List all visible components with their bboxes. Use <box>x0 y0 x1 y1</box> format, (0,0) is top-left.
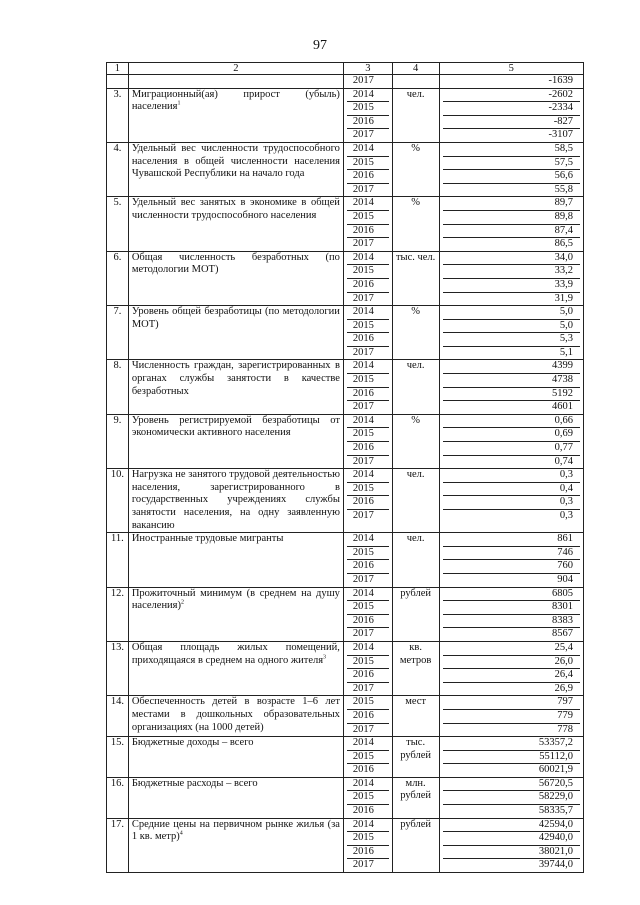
year-value: 2017 <box>347 858 389 872</box>
indicator-value: 861 <box>557 533 573 545</box>
indicator-value: 0,77 <box>443 441 581 455</box>
indicator-value: 53357,2 <box>538 737 573 749</box>
indicator-value: 4601 <box>443 400 581 414</box>
indicator-value: 904 <box>443 573 581 587</box>
row-number: 13. <box>107 641 129 695</box>
indicator-value: 26,0 <box>443 655 581 669</box>
indicator-value: 33,9 <box>443 278 581 292</box>
year-value: 2017 <box>347 346 389 360</box>
year-value: 2014 <box>352 777 374 789</box>
indicator-name-cell <box>128 360 343 414</box>
value-cell <box>439 142 584 196</box>
indicator-name-cell <box>128 777 343 818</box>
column-number-row <box>107 63 584 75</box>
year-value: 2016 <box>347 845 389 859</box>
table-body <box>107 75 584 873</box>
unit-cell: чел. <box>392 360 439 414</box>
year-value: 2016 <box>347 169 389 183</box>
indicator-value: 5,0 <box>443 319 581 333</box>
indicator-name: Общая площадь жилых помещений, приходящаяся в среднем на одного жителя <box>131 641 340 666</box>
table-row <box>107 360 584 414</box>
row-number: 3. <box>107 88 129 142</box>
indicator-name: Уровень регистрируемой безработицы от экономически активного населения <box>131 414 340 439</box>
year-value: 2014 <box>352 737 374 749</box>
indicator-name-cell <box>128 587 343 641</box>
year-value: 2014 <box>352 251 374 263</box>
year-cell <box>343 696 392 737</box>
table-row <box>107 306 584 360</box>
year-cell <box>343 251 392 305</box>
indicator-value: 25,4 <box>554 641 573 653</box>
year-value: 2015 <box>347 600 389 614</box>
indicator-name: Численность граждан, зарегистрированных в органах службы занятости в качестве безработных <box>131 360 340 397</box>
indicator-value: 58,5 <box>554 142 573 154</box>
year-cell <box>343 737 392 778</box>
year-cell <box>343 641 392 695</box>
indicator-value: 31,9 <box>443 292 581 306</box>
unit-cell: % <box>392 414 439 468</box>
year-value: 2015 <box>347 750 389 764</box>
year-cell <box>343 469 392 533</box>
indicator-value: 26,4 <box>443 668 581 682</box>
indicator-name-cell <box>128 641 343 695</box>
year-cell <box>343 533 392 587</box>
page-number: 97 <box>313 38 327 53</box>
year-cell <box>343 75 392 89</box>
indicator-name-cell <box>128 306 343 360</box>
indicator-value: 0,4 <box>443 482 581 496</box>
unit-cell: чел. <box>392 88 439 142</box>
year-value: 2016 <box>347 278 389 292</box>
indicator-value: 26,9 <box>443 682 581 696</box>
row-number <box>107 75 129 89</box>
indicator-name: Уровень общей безработицы (по методологии МОТ) <box>131 306 340 330</box>
year-value: 2014 <box>352 469 374 481</box>
value-cell <box>439 696 584 737</box>
row-number: 12. <box>107 587 129 641</box>
value-cell <box>439 88 584 142</box>
table-row <box>107 142 584 196</box>
indicator-name: Удельный вес занятых в экономике в общей численности трудоспособного населения <box>131 197 340 221</box>
indicator-value: 8567 <box>443 627 581 641</box>
year-cell <box>343 142 392 196</box>
indicator-value: 5,0 <box>559 306 573 318</box>
indicator-value: 4738 <box>443 373 581 387</box>
indicator-value: 0,3 <box>443 495 581 509</box>
year-value: 2015 <box>352 696 374 708</box>
indicator-name: Общая численность безработных (по методологии МОТ) <box>131 251 340 276</box>
year-value: 2016 <box>347 614 389 628</box>
year-value: 2015 <box>347 655 389 669</box>
indicator-name-cell <box>128 696 343 737</box>
year-value: 2014 <box>352 142 374 154</box>
table-row <box>107 818 584 872</box>
indicator-name-cell <box>128 533 343 587</box>
year-value: 2015 <box>347 482 389 496</box>
year-value: 2017 <box>347 723 389 737</box>
year-value: 2016 <box>347 763 389 777</box>
year-value: 2017 <box>347 455 389 469</box>
indicator-name: Миграционный(ая) прирост (убыль) населения <box>131 88 340 113</box>
row-number: 17. <box>107 818 129 872</box>
indicator-name: Иностранные трудовые мигранты <box>131 533 284 545</box>
unit-cell: % <box>392 197 439 251</box>
indicator-value: 42940,0 <box>443 831 581 845</box>
indicator-name: Бюджетные доходы – всего <box>131 737 254 749</box>
row-number: 16. <box>107 777 129 818</box>
unit-cell: % <box>392 306 439 360</box>
year-value: 2015 <box>347 101 389 115</box>
year-value: 2014 <box>352 306 374 318</box>
indicator-value: 87,4 <box>443 224 581 238</box>
unit-cell: рублей <box>392 818 439 872</box>
indicator-value: -827 <box>443 115 581 129</box>
year-value: 2017 <box>347 292 389 306</box>
indicator-value: 55,8 <box>443 183 581 197</box>
column-header: 3 <box>343 63 392 75</box>
indicator-value: 86,5 <box>443 237 581 251</box>
row-number: 5. <box>107 197 129 251</box>
indicator-value: 55112,0 <box>443 750 581 764</box>
year-value: 2017 <box>347 509 389 523</box>
year-value: 2017 <box>347 682 389 696</box>
indicator-name-cell <box>128 737 343 778</box>
indicator-value: 0,74 <box>443 455 581 469</box>
statistics-table <box>106 62 584 873</box>
indicator-name-cell <box>128 197 343 251</box>
indicator-value: -1639 <box>548 75 573 86</box>
indicator-value: 778 <box>443 723 581 737</box>
indicator-value: 39744,0 <box>443 858 581 872</box>
indicator-value: 0,69 <box>443 427 581 441</box>
year-cell <box>343 360 392 414</box>
value-cell <box>439 469 584 533</box>
year-value: 2016 <box>347 495 389 509</box>
year-value: 2016 <box>347 332 389 346</box>
indicator-value: 33,2 <box>443 264 581 278</box>
unit-cell: % <box>392 142 439 196</box>
indicator-name-cell <box>128 251 343 305</box>
unit-cell: рублей <box>392 587 439 641</box>
footnote-mark: 4 <box>179 830 183 837</box>
unit-cell: кв. метров <box>392 641 439 695</box>
year-value: 2014 <box>352 587 374 599</box>
value-cell <box>439 197 584 251</box>
indicator-value: 58229,0 <box>443 790 581 804</box>
unit-cell: чел. <box>392 533 439 587</box>
indicator-name-cell <box>128 414 343 468</box>
indicator-value: 89,7 <box>554 197 573 209</box>
table-row <box>107 696 584 737</box>
indicator-value: 779 <box>443 709 581 723</box>
value-cell <box>439 818 584 872</box>
year-value: 2017 <box>352 75 374 86</box>
indicator-name: Средние цены на первичном рынке жилья (за 1 кв. метр) <box>131 818 340 843</box>
indicator-name-cell <box>128 818 343 872</box>
indicator-name: Нагрузка не занятого трудовой деятельностью населения, зарегистрированного в государственных учреждениях службы занятости населения, на одну заявленную вакансию <box>131 469 340 531</box>
indicator-value: 8301 <box>443 600 581 614</box>
table-row <box>107 197 584 251</box>
indicator-value: 89,8 <box>443 210 581 224</box>
year-value: 2015 <box>347 546 389 560</box>
year-value: 2015 <box>347 319 389 333</box>
table-row <box>107 777 584 818</box>
indicator-value: 0,66 <box>554 414 573 426</box>
value-cell <box>439 587 584 641</box>
indicator-value: 760 <box>443 559 581 573</box>
value-cell <box>439 414 584 468</box>
year-value: 2016 <box>347 115 389 129</box>
year-value: 2017 <box>347 573 389 587</box>
year-value: 2017 <box>347 400 389 414</box>
year-value: 2017 <box>347 237 389 251</box>
row-number: 10. <box>107 469 129 533</box>
year-value: 2015 <box>347 790 389 804</box>
year-cell <box>343 777 392 818</box>
indicator-value: 8383 <box>443 614 581 628</box>
footnote-mark: 3 <box>323 654 327 661</box>
year-value: 2016 <box>347 224 389 238</box>
year-cell <box>343 587 392 641</box>
column-header: 4 <box>392 63 439 75</box>
indicator-value: 5192 <box>443 387 581 401</box>
column-header: 5 <box>439 63 584 75</box>
year-value: 2017 <box>347 627 389 641</box>
year-value: 2014 <box>352 360 374 372</box>
year-cell <box>343 88 392 142</box>
year-value: 2017 <box>347 128 389 142</box>
year-value: 2017 <box>347 183 389 197</box>
year-value: 2016 <box>347 441 389 455</box>
row-number: 4. <box>107 142 129 196</box>
unit-cell: мест <box>392 696 439 737</box>
value-cell <box>439 533 584 587</box>
row-number: 15. <box>107 737 129 778</box>
year-value: 2014 <box>352 88 374 100</box>
indicator-value: 5,3 <box>443 332 581 346</box>
year-value: 2014 <box>352 641 374 653</box>
value-cell <box>439 75 584 89</box>
indicator-value: 57,5 <box>443 156 581 170</box>
year-cell <box>343 818 392 872</box>
indicator-value: 56720,5 <box>538 777 573 789</box>
table-row <box>107 737 584 778</box>
indicator-name-cell <box>128 469 343 533</box>
indicator-value: -2602 <box>548 88 573 100</box>
indicator-value: 5,1 <box>443 346 581 360</box>
indicator-value: 4399 <box>552 360 573 372</box>
indicator-name: Удельный вес численности трудоспособного населения в общей численности населения Чувашской Республики на начало года <box>131 142 340 180</box>
indicator-name: Обеспеченность детей в возрасте 1–6 лет местами в дошкольных образовательных организациях (на 1000 детей) <box>131 696 340 733</box>
value-cell <box>439 641 584 695</box>
indicator-value: 0,3 <box>443 509 581 523</box>
table-row <box>107 533 584 587</box>
row-number: 14. <box>107 696 129 737</box>
table-row <box>107 587 584 641</box>
column-header: 2 <box>128 63 343 75</box>
value-cell <box>439 737 584 778</box>
year-cell <box>343 306 392 360</box>
year-value: 2016 <box>347 709 389 723</box>
year-value: 2015 <box>347 156 389 170</box>
table-row <box>107 88 584 142</box>
year-value: 2016 <box>347 668 389 682</box>
unit-cell: тыс. рублей <box>392 737 439 778</box>
footnote-mark: 1 <box>177 100 181 107</box>
column-header: 1 <box>107 63 129 75</box>
indicator-value: 58335,7 <box>443 804 581 818</box>
year-value: 2015 <box>347 264 389 278</box>
indicator-value: -2334 <box>443 101 581 115</box>
year-value: 2014 <box>352 533 374 545</box>
indicator-value: 6805 <box>552 587 573 599</box>
indicator-value: 42594,0 <box>538 818 573 830</box>
row-number: 11. <box>107 533 129 587</box>
unit-cell: млн. рублей <box>392 777 439 818</box>
year-value: 2014 <box>352 197 374 209</box>
table-row <box>107 414 584 468</box>
row-number: 7. <box>107 306 129 360</box>
year-cell <box>343 414 392 468</box>
value-cell <box>439 251 584 305</box>
value-cell <box>439 306 584 360</box>
value-cell <box>439 360 584 414</box>
table-row <box>107 641 584 695</box>
unit-cell <box>392 75 439 89</box>
year-value: 2015 <box>347 373 389 387</box>
indicator-value: 56,6 <box>443 169 581 183</box>
indicator-value: 797 <box>557 696 573 708</box>
indicator-name: Прожиточный минимум (в среднем на душу населения) <box>131 587 340 612</box>
year-value: 2016 <box>347 387 389 401</box>
indicator-name: Бюджетные расходы – всего <box>131 777 258 789</box>
indicator-name-cell <box>128 88 343 142</box>
year-cell <box>343 197 392 251</box>
indicator-value: 746 <box>443 546 581 560</box>
year-value: 2016 <box>347 804 389 818</box>
year-value: 2016 <box>347 559 389 573</box>
unit-cell: чел. <box>392 469 439 533</box>
row-number: 6. <box>107 251 129 305</box>
value-cell <box>439 777 584 818</box>
indicator-name-cell <box>128 75 343 89</box>
table-row <box>107 251 584 305</box>
table-row <box>107 469 584 533</box>
year-value: 2014 <box>352 414 374 426</box>
footnote-mark: 2 <box>181 599 185 606</box>
year-value: 2015 <box>347 427 389 441</box>
row-number: 9. <box>107 414 129 468</box>
table-row <box>107 75 584 89</box>
indicator-value: 0,3 <box>559 469 573 481</box>
year-value: 2015 <box>347 210 389 224</box>
indicator-value: 60021,9 <box>443 763 581 777</box>
indicator-value: 34,0 <box>554 251 573 263</box>
year-value: 2014 <box>352 818 374 830</box>
row-number: 8. <box>107 360 129 414</box>
year-value: 2015 <box>347 831 389 845</box>
indicator-value: -3107 <box>443 128 581 142</box>
unit-cell: тыс. чел. <box>392 251 439 305</box>
indicator-value: 38021,0 <box>443 845 581 859</box>
indicator-name-cell <box>128 142 343 196</box>
